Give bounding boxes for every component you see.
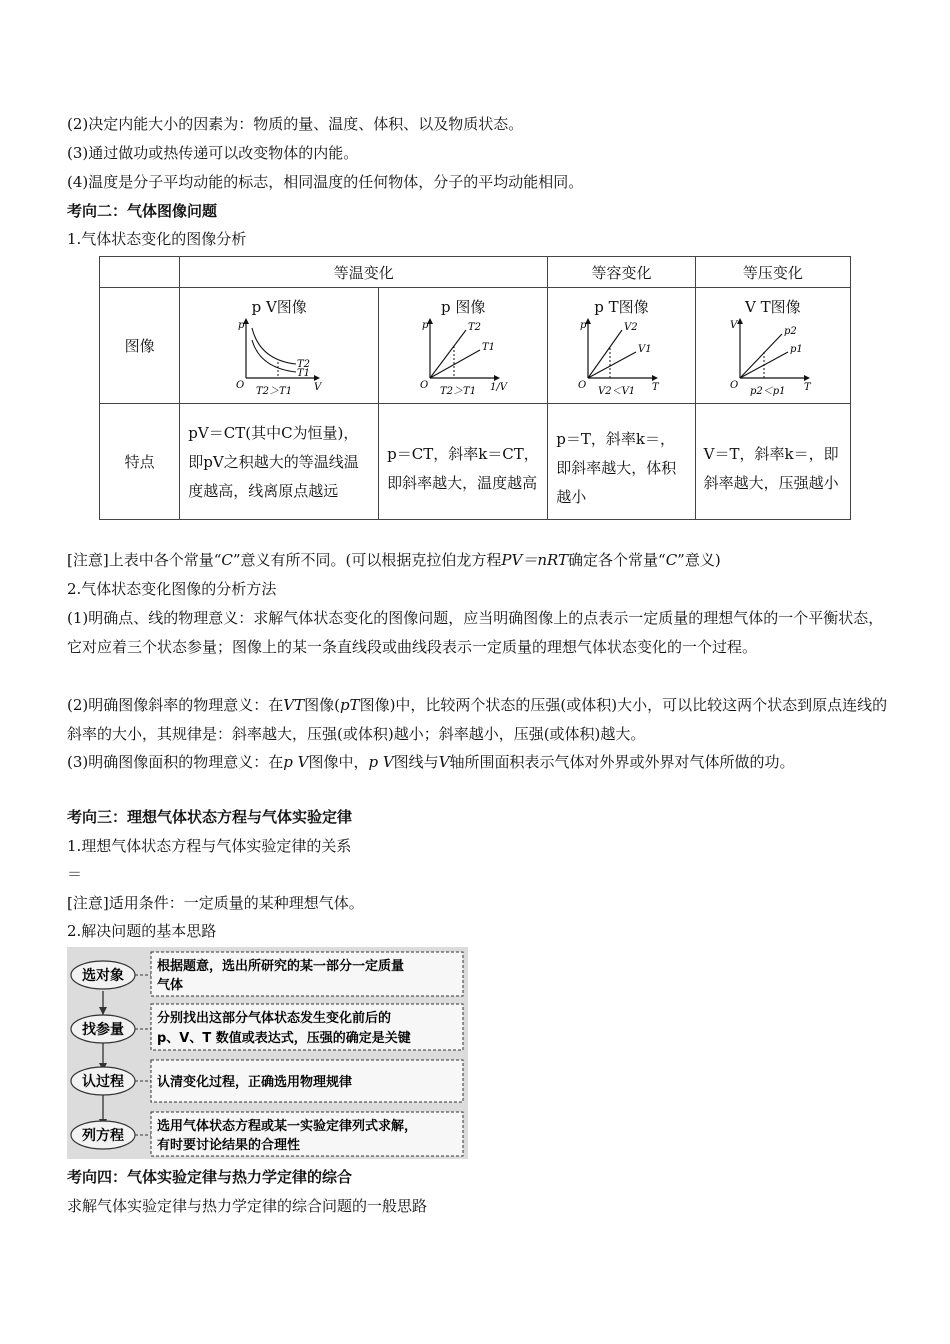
step-desc: 根据题意，选出所研究的某一部分一定质量 (157, 959, 405, 974)
axis-label-y: p (580, 319, 587, 331)
subheading: 1.理想气体状态方程与气体实验定律的关系 (67, 837, 352, 855)
relation-label: V2＜V1 (598, 385, 636, 396)
feature-cell-pt (548, 404, 695, 520)
relation-label: T2＞T1 (440, 385, 477, 396)
relation-label: T2＞T1 (256, 385, 293, 396)
step-label: 找参量 (82, 1022, 124, 1038)
pv-isotherm-graph (234, 316, 324, 396)
paragraph: (1)明确点、线的物理意义：求解气体状态变化的图像问题，应当明确图像上的点表示一定质量的理想气体的一个平衡状态，它对应着三个状态参量；图像上的某一条直线段或曲线段表示一定质量的理想气体状态变化的一个过程。 (67, 609, 884, 656)
feature-text: p＝T，斜率k＝，即斜率越大，体积越小 (556, 430, 677, 506)
feature-text: p＝CT，斜率k＝CT，即斜率越大，温度越高 (387, 444, 539, 492)
subheading: 1.气体状态变化的图像分析 (67, 230, 247, 248)
line-label: p2 (783, 325, 797, 337)
graph-cell-vt (695, 288, 850, 404)
step-desc: 气体 (157, 978, 184, 993)
line-label: p1 (789, 343, 803, 355)
feature-cell-vt (695, 404, 850, 520)
paragraph: (2)明确图像斜率的物理意义：在VT图像(pT图像)中，比较两个状态的压强(或体积)大小，可以比较这两个状态到原点连线的斜率的大小，其规律是：斜率越大，压强(或体积)越小；斜率越小，压强(或体积)越大。 (67, 696, 888, 743)
row-label-feature: 特点 (100, 404, 180, 520)
graph-caption: p T图像 (594, 297, 649, 316)
text-line: (2)决定内能大小的因素为：物质的量、温度、体积、以及物质状态。 (67, 115, 524, 133)
line-label: T2 (468, 321, 482, 333)
feature-cell-pv (180, 404, 379, 520)
subheading: 2.解决问题的基本思路 (67, 922, 217, 940)
section-heading: 考向二：气体图像问题 (67, 202, 218, 220)
graph-caption: p 图像 (441, 297, 486, 316)
curve-label: T1 (297, 367, 311, 379)
curve-label: T2 (297, 358, 311, 370)
relation-label: p2＜p1 (749, 385, 786, 396)
axis-label-x: V (314, 381, 322, 393)
feature-text: V＝T，斜率k＝，即斜率越大，压强越小 (703, 444, 839, 492)
step-desc: 认清变化过程，正确选用物理规律 (157, 1075, 353, 1090)
graph-caption: V T图像 (745, 297, 801, 316)
text-line: (3)通过做功或热传递可以改变物体的内能。 (67, 144, 359, 162)
section-heading: 考向三：理想气体状态方程与气体实验定律 (67, 808, 353, 826)
gas-graph-table (99, 256, 851, 520)
graph-caption: p V图像 (251, 297, 307, 316)
equation-placeholder: ＝ (67, 865, 83, 883)
origin-label: O (729, 379, 739, 391)
axis-label-x: T (803, 381, 811, 393)
section-heading: 考向四：气体实验定律与热力学定律的综合 (67, 1168, 353, 1186)
feature-cell-p-inv-v (379, 404, 548, 520)
graph-cell-p-inv-v (379, 288, 548, 404)
p-inverse-v-graph (418, 316, 508, 396)
axis-label-x: T (652, 381, 660, 393)
paragraph: (3)明确图像面积的物理意义：在p V图像中，p V图线与V轴所围面积表示气体对外界或外界对气体所做的功。 (67, 753, 795, 771)
graph-cell-pt (548, 288, 695, 404)
axis-label-x: 1/V (490, 381, 508, 393)
step-desc: p、V、T 数值或表达式，压强的确定是关键 (157, 1031, 411, 1046)
step-desc: 分别找出这部分气体状态发生变化前后的 (157, 1011, 392, 1026)
subheading: 2.气体状态变化图像的分析方法 (67, 580, 277, 598)
step-label: 选对象 (82, 968, 124, 984)
axis-label-y: V (729, 319, 738, 331)
feature-text: pV＝CT(其中C为恒量)，即pV之积越大的等温线温度越高，线离原点越远 (188, 424, 359, 500)
step-desc: 有时要讨论结果的合理性 (157, 1138, 301, 1153)
step-label: 列方程 (82, 1128, 124, 1144)
text-line: 求解气体实验定律与热力学定律的综合问题的一般思路 (67, 1197, 428, 1215)
note-line: [注意]适用条件：一定质量的某种理想气体。 (67, 894, 364, 912)
origin-label: O (236, 379, 245, 391)
step-desc: 选用气体状态方程或某一实验定律列式求解， (157, 1119, 418, 1134)
graph-cell-pv (180, 288, 379, 404)
line-label: T1 (482, 341, 496, 353)
text-line: (4)温度是分子平均动能的标志，相同温度的任何物体，分子的平均动能相同。 (67, 173, 584, 191)
axis-label-y: p (422, 319, 429, 331)
note-line: [注意]上表中各个常量“C”意义有所不同。(可以根据克拉伯龙方程PV＝nRT确定各个常量“C”意义) (67, 551, 721, 569)
line-label: V1 (638, 343, 653, 355)
vt-isobar-graph (728, 316, 818, 396)
step-label: 认过程 (82, 1074, 124, 1090)
origin-label: O (420, 379, 429, 391)
line-label: V2 (624, 321, 639, 333)
table-header-isochoric: 等容变化 (548, 257, 695, 288)
table-header-isobaric: 等压变化 (695, 257, 850, 288)
row-label-image: 图像 (100, 288, 180, 404)
flowchart-svg (67, 947, 468, 1159)
axis-label-y: p (238, 319, 245, 331)
table-header-isothermal: 等温变化 (180, 257, 548, 288)
origin-label: O (578, 379, 587, 391)
table-corner-cell (100, 257, 180, 288)
solving-flowchart (67, 947, 468, 1159)
pt-isochore-graph (576, 316, 666, 396)
